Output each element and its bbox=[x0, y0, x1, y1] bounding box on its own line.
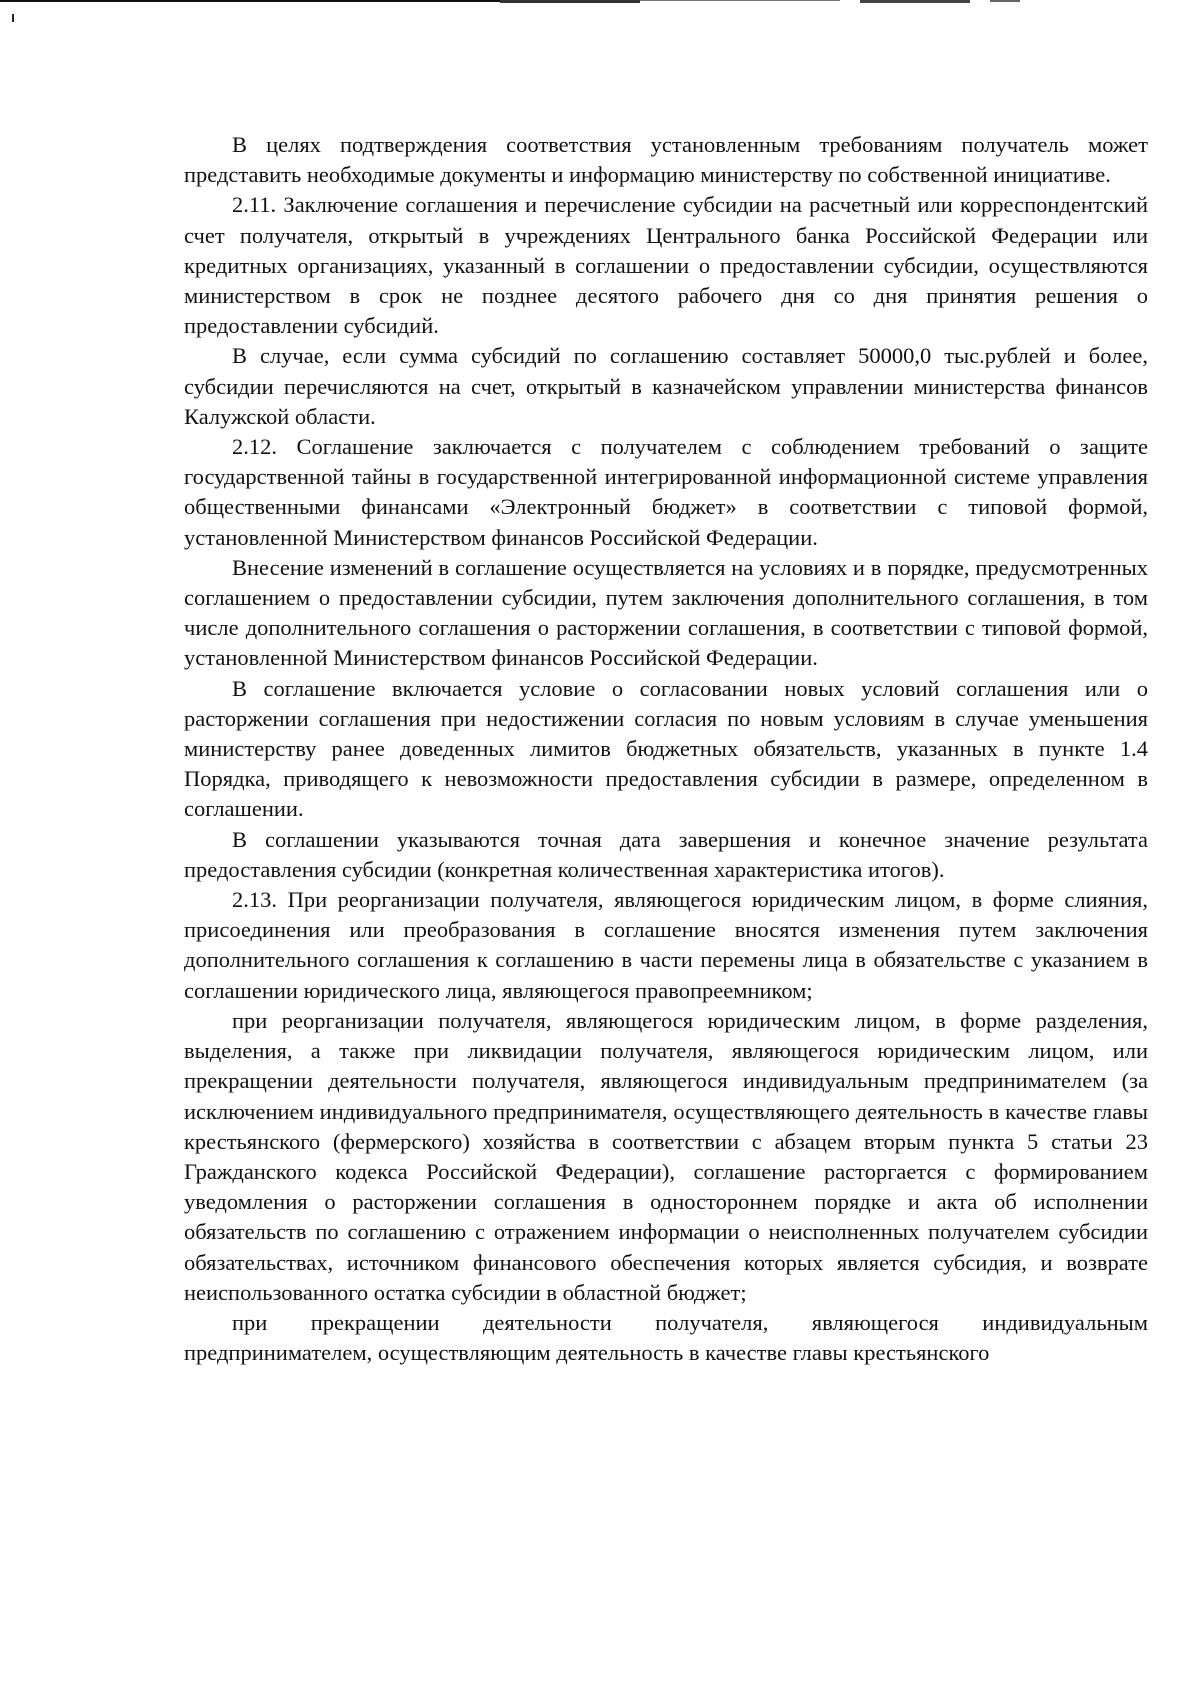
scan-top-edge bbox=[0, 0, 1200, 6]
paragraph-2-12: 2.12. Соглашение заключается с получателем с соблюдением требований о защите государственной тайны в государственной интегрированной информационной системе управления общественными финансами «Электронный бюджет» в соответствии с типовой формой, установленной Министерством финансов Российской Федерации. bbox=[184, 434, 1148, 550]
paragraph-2-11: 2.11. Заключение соглашения и перечисление субсидии на расчетный или корреспондентский счет получателя, открытый в учреждениях Центрального банка Российской Федерации или кредитных организациях, указанный в соглашении о предоставлении субсидии, осуществляются министерством в срок не позднее десятого рабочего дня со дня принятия решения о предоставлении субсидий. bbox=[184, 192, 1148, 339]
paragraph-2-13: 2.13. При реорганизации получателя, являющегося юридическим лицом, в форме слияния, присоединения или преобразования в соглашение вносятся изменения путем заключения дополнительного соглашения к соглашению в части перемены лица в обязательстве с указанием в соглашении юридического лица, являющегося правопреемником; bbox=[184, 887, 1148, 1003]
paragraph-3: В случае, если сумма субсидий по соглашению составляет 50000,0 тыс.рублей и более, субсидии перечисляются на счет, открытый в казначейском управлении министерства финансов Калужской области. bbox=[184, 343, 1148, 429]
paragraph-5: Внесение изменений в соглашение осуществляется на условиях и в порядке, предусмотренных соглашением о предоставлении субсидии, путем заключения дополнительного соглашения, в том числе дополнительного соглашения о расторжении соглашения, в соответствии с типовой формой, установленной Министерством финансов Российской Федерации. bbox=[184, 554, 1148, 671]
paragraph-7: В соглашении указываются точная дата завершения и конечное значение результата предоставления субсидии (конкретная количественная характеристика итогов). bbox=[184, 826, 1148, 882]
paragraph-6: В соглашение включается условие о согласовании новых условий соглашения или о расторжении соглашения при недостижении согласия по новым условиям в случае уменьшения министерству ранее доведенных лимитов бюджетных обязательств, указанных в пункте 1.4 Порядка, приводящего к невозможности предоставления субсидии в размере, определенном в соглашении. bbox=[184, 675, 1148, 822]
document-page bbox=[184, 130, 1148, 1368]
paragraph-1: В целях подтверждения соответствия установленным требованиям получатель может представить необходимые документы и информацию министерству по собственной инициативе. bbox=[184, 132, 1148, 188]
paragraph-9: при реорганизации получателя, являющегося юридическим лицом, в форме разделения, выделения, а также при ликвидации получателя, являющегося юридическим лицом, или прекращении деятельности получателя, являющегося индивидуальным предпринимателем (за исключением индивидуального предпринимателя, осуществляющего деятельность в качестве главы крестьянского (фермерского) хозяйства в соответствии с абзацем вторым пункта 5 статьи 23 Гражданского кодекса Российской Федерации), соглашение расторгается с формированием уведомления о расторжении соглашения в одностороннем порядке и акта об исполнении обязательств по соглашению с отражением информации о неисполненных получателем субсидии обязательствах, источником финансового обеспечения которых является субсидия, и возврате неиспользованного остатка субсидии в областной бюджет; bbox=[184, 1007, 1148, 1305]
scan-mark bbox=[12, 14, 14, 22]
paragraph-10: при прекращении деятельности получателя, являющегося индивидуальным предпринимателем, осуществляющим деятельность в качестве главы крестьянского bbox=[184, 1309, 1148, 1366]
